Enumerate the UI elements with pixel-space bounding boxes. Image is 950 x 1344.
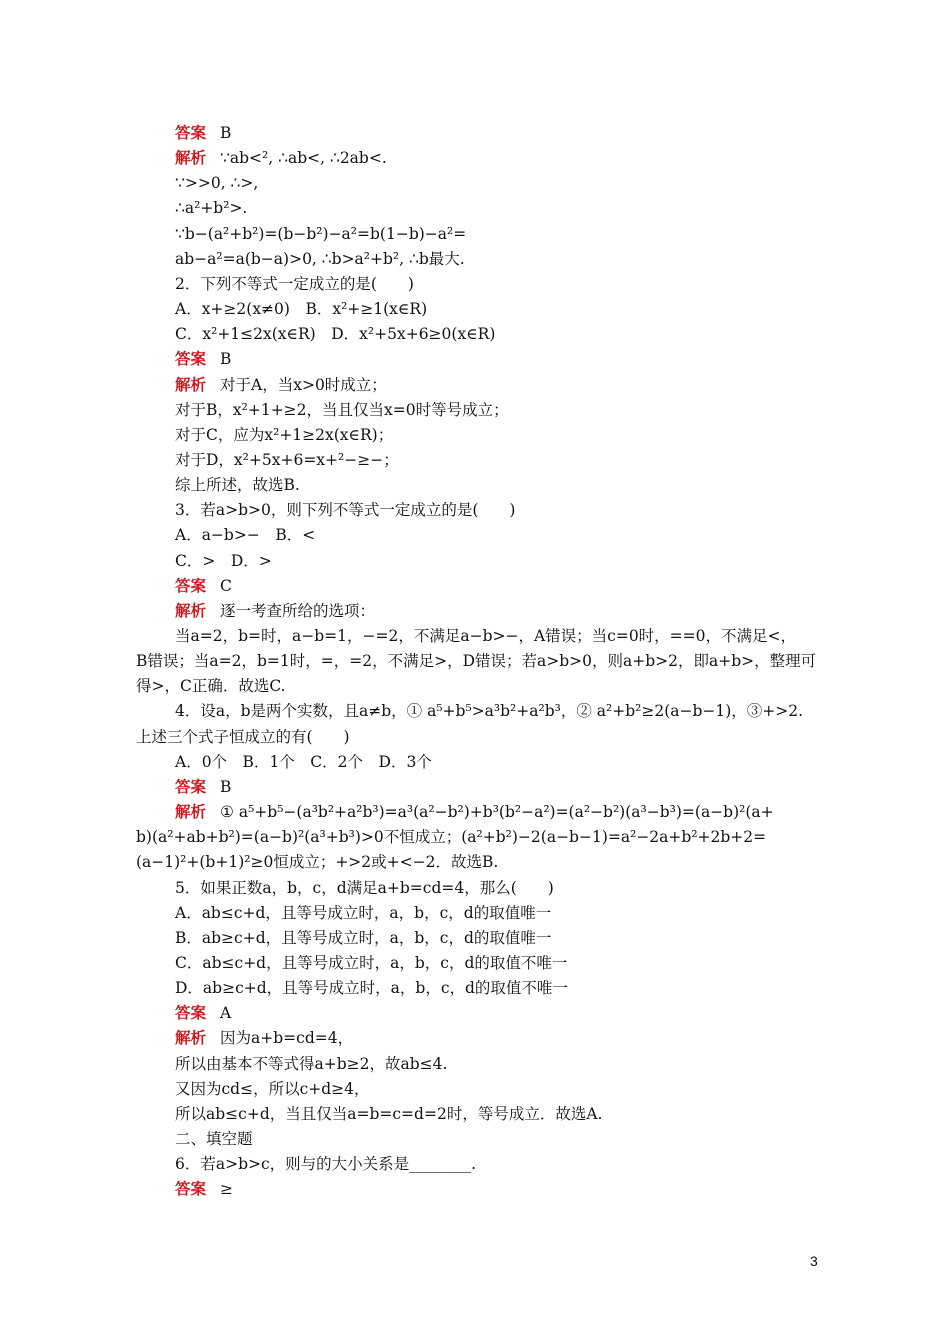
page-number: 3 — [810, 1253, 818, 1269]
line-text: 综上所述，故选B. — [175, 476, 300, 495]
text-line — [175, 475, 300, 495]
analysis-label: 解析 — [175, 803, 207, 822]
line-text: 对于D，x²+5x+6=x+²−≥−； — [175, 450, 399, 469]
text-line — [175, 1028, 353, 1048]
text-line — [175, 123, 231, 143]
analysis-label: 解析 — [175, 1029, 207, 1048]
text-line — [136, 827, 766, 847]
line-text: 当a=2，b=时，a−b=1，−=2，不满足a−b>−，A错误；当c=0时，==0，不满足<， — [175, 627, 797, 645]
text-line — [175, 626, 796, 646]
line-text: 2．下列不等式一定成立的是( ) — [175, 274, 414, 293]
line-text: C — [220, 576, 232, 595]
line-text: 6．若a>b>c，则与的大小关系是________. — [175, 1155, 477, 1174]
line-text: A．ab≤c+d，且等号成立时，a，b，c，d的取值唯一 — [175, 903, 552, 922]
line-text: 因为a+b=cd=4， — [220, 1029, 354, 1048]
line-text: D．ab≥c+d，且等号成立时，a，b，c，d的取值不唯一 — [175, 979, 568, 998]
text-line — [175, 173, 258, 193]
line-text: 上述三个式子恒成立的有( ) — [136, 727, 350, 746]
text-line — [175, 450, 399, 470]
line-text: 所以由基本不等式得a+b≥2，故ab≤4. — [175, 1054, 448, 1073]
line-text: ≥ — [220, 1180, 234, 1199]
text-line — [175, 274, 414, 294]
line-text: B — [220, 350, 232, 369]
text-line — [136, 852, 498, 872]
line-text: ∵ab<², ∴ab<, ∴2ab<. — [220, 149, 387, 168]
text-line — [175, 1129, 253, 1149]
line-text: 二、填空题 — [175, 1130, 253, 1148]
line-text: C．ab≤c+d，且等号成立时，a，b，c，d的取值不唯一 — [175, 953, 568, 972]
text-line — [175, 576, 232, 596]
text-line — [175, 349, 231, 369]
line-text: C．> D．> — [175, 551, 272, 570]
line-text: b)(a²+ab+b²)=(a−b)²(a³+b³)>0不恒成立；(a²+b²)−2(a−b−1)=a²−2a+b²+2b+2= — [136, 828, 767, 847]
text-line — [175, 928, 551, 948]
line-text: A．x+≥2(x≠0) B．x²+≥1(x∈R) — [175, 300, 428, 319]
text-line — [175, 777, 231, 797]
text-line — [175, 1079, 370, 1099]
text-line — [175, 375, 387, 395]
text-line — [175, 500, 515, 520]
line-text: ∴a²+b²>. — [175, 199, 248, 218]
line-text: C．x²+1≤2x(x∈R) D．x²+5x+6≥0(x∈R) — [175, 325, 496, 344]
text-line — [175, 701, 803, 721]
line-text: 逐一考查所给的选项： — [220, 601, 376, 620]
text-line — [175, 802, 774, 822]
line-text: 5．如果正数a，b，c，d满足a+b=cd=4，那么( ) — [175, 878, 554, 897]
line-text: A．0个 B．1个 C．2个 D．3个 — [175, 752, 432, 771]
text-line — [175, 400, 509, 420]
line-text: B — [220, 777, 232, 796]
text-line — [175, 224, 466, 244]
text-line — [136, 676, 286, 696]
answer-label: 答案 — [175, 124, 207, 142]
text-line — [175, 978, 568, 998]
line-text: 对于B，x²+1+≥2，当且仅当x=0时等号成立； — [175, 400, 509, 419]
line-text: 所以ab≤c+d，当且仅当a=b=c=d=2时，等号成立．故选A. — [175, 1104, 603, 1123]
line-text: ∵>>0, ∴>, — [175, 174, 259, 193]
line-text: 3．若a>b>0，则下列不等式一定成立的是( ) — [175, 501, 516, 520]
text-line — [175, 601, 375, 621]
text-line — [175, 878, 554, 898]
text-line — [175, 525, 315, 545]
text-line — [175, 1003, 231, 1023]
text-line — [175, 1054, 447, 1074]
text-line — [175, 425, 393, 445]
answer-label: 答案 — [175, 777, 207, 796]
answer-label: 答案 — [175, 350, 207, 369]
line-text: B．ab≥c+d，且等号成立时，a，b，c，d的取值唯一 — [175, 928, 552, 947]
line-text: 对于A，当x>0时成立； — [220, 375, 387, 394]
line-text: A — [220, 1004, 232, 1023]
analysis-label: 解析 — [175, 601, 207, 620]
answer-label: 答案 — [175, 1004, 207, 1023]
line-text: 得>，C正确．故选C. — [136, 677, 286, 696]
analysis-label: 解析 — [175, 375, 207, 394]
line-text: 又因为cd≤，所以c+d≥4， — [175, 1079, 370, 1098]
text-line — [136, 651, 816, 671]
line-text: ab−a²=a(b−a)>0, ∴b>a²+b², ∴b最大. — [175, 249, 465, 268]
text-line — [175, 1154, 476, 1174]
text-line — [175, 903, 551, 923]
text-line — [175, 1179, 233, 1199]
line-text: A．a−b>− B．< — [175, 526, 316, 545]
line-text: ∵b−(a²+b²)=(b−b²)−a²=b(1−b)−a²= — [175, 224, 467, 243]
text-line — [175, 299, 427, 319]
answer-label: 答案 — [175, 576, 207, 595]
text-line — [175, 249, 465, 269]
line-text: (a−1)²+(b+1)²≥0恒成立；+>2或+<−2．故选B. — [136, 853, 499, 872]
line-text: B错误；当a=2，b=1时，=，=2，不满足>，D错误；若a>b>0，则a+b>2，即a+b>，整理可 — [136, 652, 817, 671]
text-line — [136, 727, 350, 747]
analysis-label: 解析 — [175, 149, 207, 168]
text-line — [175, 953, 567, 973]
text-line — [175, 198, 247, 218]
text-line — [175, 324, 495, 344]
line-text: 对于C，应为x²+1≥2x(x∈R)； — [175, 425, 394, 444]
line-text: B — [220, 124, 232, 142]
text-line — [175, 551, 272, 571]
line-text: ① a⁵+b⁵−(a³b²+a²b³)=a³(a²−b²)+b³(b²−a²)=(a²−b²)(a³−b³)=(a−b)²(a+ — [220, 803, 774, 822]
text-line — [175, 1104, 602, 1124]
line-text: 4．设a，b是两个实数，且a≠b，① a⁵+b⁵>a³b²+a²b³，② a²+b²≥2(a−b−1)，③+>2. — [175, 702, 804, 721]
answer-label: 答案 — [175, 1180, 207, 1199]
text-line — [175, 148, 387, 168]
text-line — [175, 752, 432, 772]
